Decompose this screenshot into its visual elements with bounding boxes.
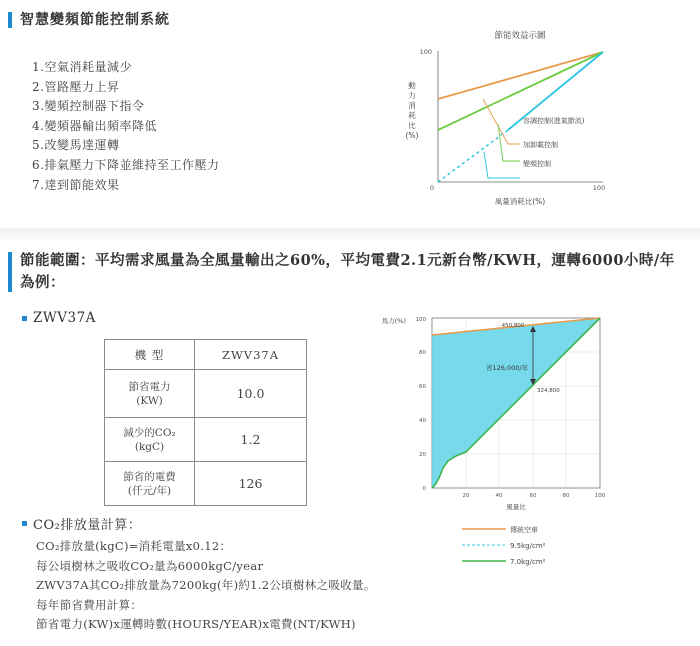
tick-label: 0	[422, 486, 426, 492]
energy-benefit-chart	[398, 26, 628, 226]
tick-label: 0	[429, 184, 434, 192]
process-steps-list	[32, 58, 219, 195]
list-item: 7.達到節能效果	[32, 177, 120, 192]
page-title: 智慧變頻節能控制系統	[20, 12, 170, 28]
co2-calculation	[22, 514, 376, 635]
list-item: 每年節省費用計算：	[36, 597, 143, 612]
table-cell-label: 節省電力 (KW)	[105, 370, 195, 418]
tick-label: 100	[594, 493, 606, 499]
co2-lines	[36, 537, 376, 635]
x-axis-label: 風量消耗比(%)	[494, 197, 546, 206]
list-item: ZWV37A其CO₂排放量為7200kg(年)約1.2公頃樹林之吸收量。	[36, 578, 376, 592]
legend-label: 加卸載控制	[523, 141, 558, 149]
table-row	[105, 462, 307, 506]
data-label: 324,800	[537, 388, 560, 394]
list-item: 3.變頻控制器下指令	[32, 99, 145, 114]
table-header-cell: ZWV37A	[195, 340, 307, 370]
heading-accent-bar	[8, 252, 12, 292]
list-item: 5.改變馬達運轉	[32, 138, 120, 153]
table-row	[105, 418, 307, 462]
co2-title: CO₂排放量計算：	[33, 518, 142, 533]
section-heading	[8, 250, 688, 294]
list-item: 6.排氣壓力下降並維持至工作壓力	[32, 157, 220, 172]
x-axis-title: 風量比	[506, 503, 526, 511]
table-row	[105, 370, 307, 418]
data-label: 450,800	[501, 323, 525, 329]
list-item: 2.管路壓力上昇	[32, 79, 120, 94]
chart-legend	[462, 522, 602, 572]
table-header-cell: 機 型	[105, 340, 195, 370]
legend-label: 7.0kg/cm²	[510, 558, 546, 566]
y-axis-title: 馬力(%)	[381, 317, 406, 325]
co2-heading	[22, 514, 376, 533]
legend-label: 變頻控制	[523, 160, 551, 168]
table-cell-value: 126	[195, 462, 307, 506]
legend-label: 容調控制(進氣節流)	[523, 117, 585, 125]
section-title: 節能範圍：平均需求風量為全風量輸出之60%，平均電費2.1元新台幣/KWH，運轉6000小時/年為例：	[20, 252, 675, 291]
table-cell-value: 10.0	[195, 370, 307, 418]
tick-label: 40	[495, 493, 503, 499]
tick-label: 60	[529, 493, 537, 499]
horsepower-chart	[360, 313, 620, 518]
series-vfd-dashed	[438, 130, 508, 182]
chart-title: 節能效益示圖	[494, 31, 546, 41]
list-item: 節省電力(KW)x運轉時數(HOURS/YEAR)x電費(NT/KWH)	[36, 617, 356, 631]
bullet-square-icon	[22, 521, 27, 526]
section-divider	[0, 228, 700, 242]
list-item: 4.變頻器輸出頻率降低	[32, 118, 157, 133]
table-cell-value: 1.2	[195, 418, 307, 462]
tick-label: 60	[419, 384, 426, 390]
tick-label: 80	[562, 493, 570, 499]
model-label	[22, 310, 96, 326]
data-label: 省126,000/年	[486, 364, 529, 372]
legend-label: 9.5kg/cm²	[510, 542, 546, 550]
tick-label: 40	[419, 418, 426, 424]
y-axis-label: 動力消耗比(%)	[405, 81, 419, 140]
list-item: CO₂排放量(kgC)=消耗電量x0.12：	[36, 539, 232, 553]
section-heading	[8, 10, 170, 30]
tick-label: 100	[592, 184, 606, 192]
tick-label: 20	[462, 493, 470, 499]
table-header-row	[105, 340, 307, 370]
tick-label: 20	[419, 452, 426, 458]
energy-saving-section	[0, 0, 700, 228]
heading-accent-bar	[8, 12, 12, 28]
table-cell-label: 節省的電費 (仟元/年)	[105, 462, 195, 506]
bullet-square-icon	[22, 316, 27, 321]
tick-label: 100	[419, 48, 432, 56]
tick-label: 80	[419, 350, 426, 356]
model-name: ZWV37A	[33, 310, 96, 326]
spec-table	[104, 339, 307, 506]
list-item: 1.空氣消耗量減少	[32, 60, 132, 74]
list-item: 每公頃樹林之吸收CO₂量為6000kgC/year	[36, 558, 264, 573]
tick-label: 100	[415, 317, 426, 323]
legend-label: 傳統空車	[510, 526, 538, 534]
table-cell-label: 減少的CO₂ (kgC)	[105, 418, 195, 462]
